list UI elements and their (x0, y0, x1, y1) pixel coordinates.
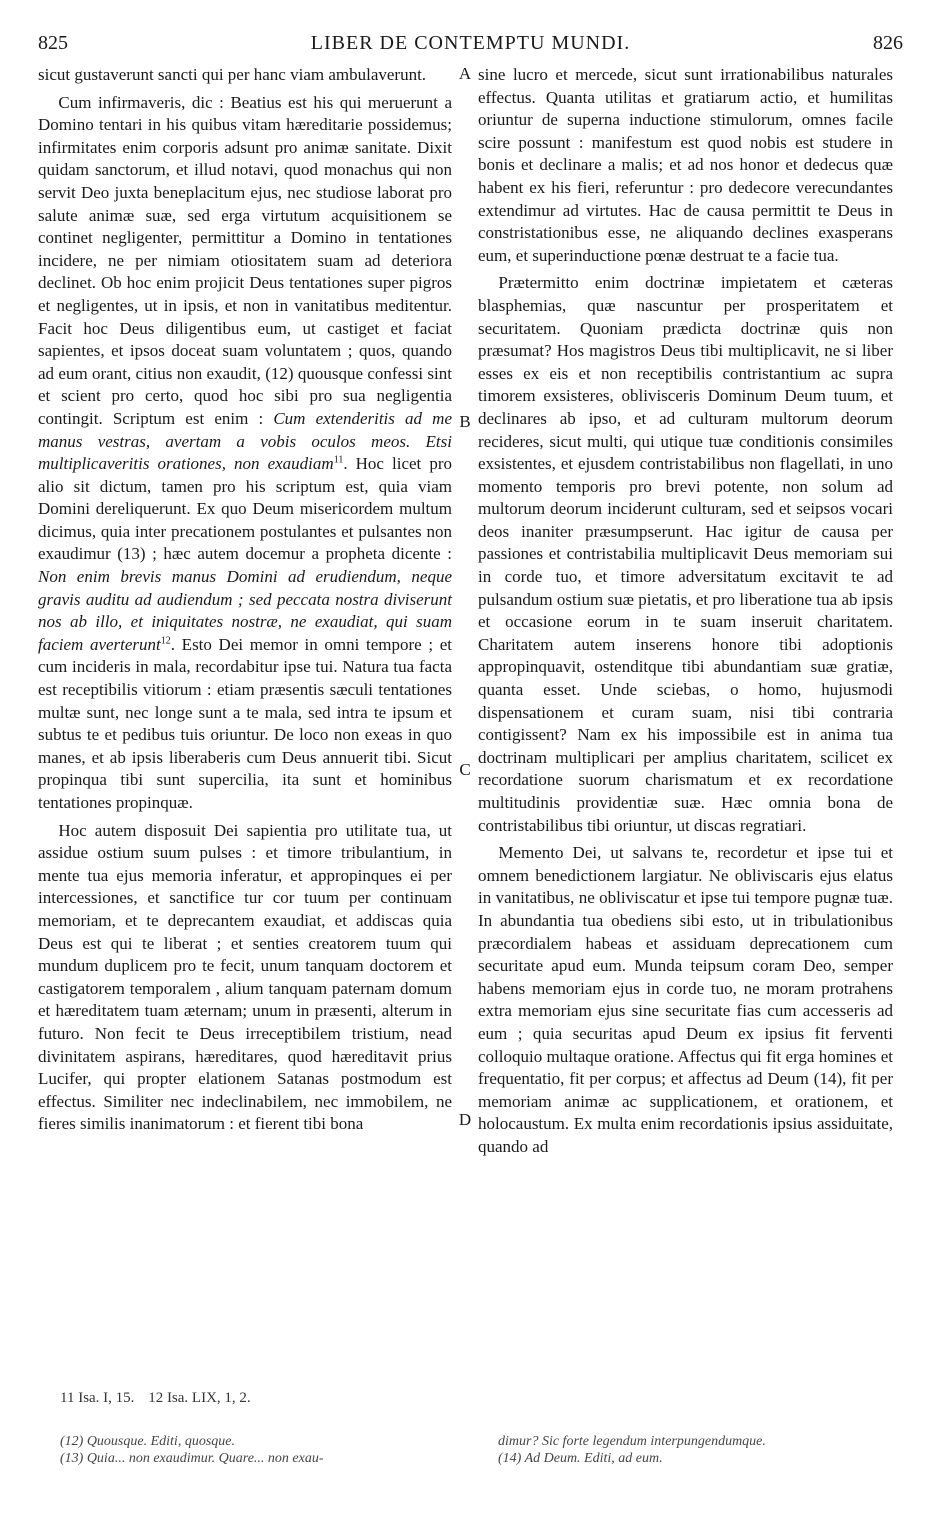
margin-marker-d: D (458, 1110, 472, 1129)
page-header (38, 32, 903, 58)
paragraph: Prætermitto enim doctrinæ impietatem et cæteras blasphemias, quæ nascuntur per prosperitatem et securitatem. Quoniam prædicta doctrinæ quis non præsumat? Hos magistros Deus tibi multiplicavit, ne si liber esses ex eis et non receptibilis contristantium ac supra timorem exsisteres, oblivisceris Dominum Deum tuum, et declinares ab ipso, et ad culturam multorum deorum recideres, sicut multi, qui utique tuæ conditionis consimiles exsistentes, et ejusdem contristabilibus non flagellati, in uno momento temporis pro brevi potente, non solum ad multorum deorum inciderunt culturam, sed et seipsos vocari deos inaniter præsumpserunt. Hac igitur de causa per passiones et contristabilia multiplicavit Deus memoriam sui in corde tuo, et timore adversitatum excitavit te ad pulsandum ostium suæ pietatis, et pro liberatione tua ab ipsis et occasione eorum in te suam inseruit charitatem. Charitatem autem inserens honore tibi adoptionis appropinquavit, ostenditque tibi abundantiam suæ gratiæ, quanta esset. Unde sciebas, o homo, hujusmodi dispensationem et curam suam, nisi tibi contraria contigissent? Nam ex his impossibile est in anima tua doctrinam multiplicari per amplius charitatem, scilicet ex recordatione suorum charismatum et ex recordatione multitudinis providentiæ suæ. Hæc omnia bona de contristabilibus tibi oriuntur, ut discas regratiari. (478, 273, 893, 835)
scripture-quote: Non enim brevis manus Domini ad erudiendum, neque gravis auditu ad audiendum ; sed peccata nostra diviserunt nos ab illo, et iniquitates nostræ, ne exaudiat, qui suam faciem averterunt (38, 567, 452, 654)
paragraph (38, 92, 452, 815)
editorial-note: (14) Ad Deum. Editi, ad eum. (498, 1451, 663, 1466)
editorial-notes-left (60, 1433, 460, 1467)
editorial-note: (13) Quia... non exaudimur. Quare... non exau- (60, 1451, 324, 1466)
left-column (38, 64, 452, 1136)
text-run: . Esto Dei memor in omni tempore ; et cum incideris in mala, recordabitur ipse tui. Natura tua facta est receptibilis vitiorum : etiam præsentis sæculi tentationes multæ sunt, nec longe sunt a te mala, sed intra te ipsum et subtus te et pedibus tuis oriuntur. De loco non exeas in quo manes, et ab ipsis liberaberis cum Deus annuerit tibi. Sicut propinqua tibi sunt supercilia, ita sunt et hominibus tentationes propinquæ. (38, 634, 452, 812)
margin-marker-a: A (458, 64, 472, 83)
footnote: 11 Isa. I, 15. (60, 1390, 135, 1406)
paragraph: sicut gustaverunt sancti qui per hanc viam ambulaverunt. (38, 65, 427, 84)
paragraph: Hoc autem disposuit Dei sapientia pro utilitate tua, ut assidue ostium suum pulses : et timore tribulantium, in mente tua ejus memoria inferatur, et appropinques ei per intercessiones, et sanctifice tur cor tuum per continuam memoriam, et te deprecantem exaudiat, et addiscas quia Deus est qui te liberat ; et senties creatorem tuum qui mundum duplicem pro te fecit, unum tanquam doctorem et castigatorem temporalem , alium tanquam paternam domum et hæreditatem tuam æternam; unum in præsenti, alterum in futuro. Non fecit te Deus irreceptibilem tristium, nead divinitatem aspirans, hæreditares, quod hæreditavit prius Lucifer, qui propter elationem Satanas postmodum est effectus. Similiter nec indeclinabilem, nec immobilem, ne fieres similis inanimatorum : et fierent tibi bona (38, 820, 452, 1134)
text-run: . Hoc licet pro alio sit dictum, tamen pro his scriptum est, quia viam Domini dereliquerunt. Ex quo Deum misericordem multum dicimus, quia inter precationem postulantes et pulsantes non exaudimur (13) ; hæc autem docemur a propheta dicente : (38, 454, 453, 564)
footnote-ref: 11 (333, 454, 344, 466)
paragraph: Memento Dei, ut salvans te, recordetur et ipse tui et omnem benedictionem largiatur. Ne obliviscaris ejus elatus in vanitatibus, ne obliviscatur et ipse tui tempore pugnæ tuæ. In abundantia tua obediens sibi esto, ut in tribulationibus præcordialem habeas et assiduam deprecationem cum securitate apud eum. Munda teipsum coram Deo, semper habens memoriam ejus in corde tuo, ne moram protrahens extra memoriam ejus sine securitate fias cum accesseris ad eum ; quia securitas apud Deum ex ipsius fit ferventi colloquio multaque oratione. Affectus qui fit erga homines et frequentatio, fit per corpus; et affectus ad Deum (14), fit per memoriam animæ ac supplicationem, et orationem, et holocaustum. Ex multa enim recordationis ipsius assiduitate, quando ad (478, 843, 893, 1156)
page-number-right: 826 (873, 32, 903, 54)
editorial-notes-right (498, 1433, 898, 1467)
scripture-quote: Cum extenderitis ad me manus vestras, avertam a vobis oculos meos. Etsi multiplicaveritis orationes, non exaudiam (38, 408, 452, 474)
editorial-note: (12) Quousque. Editi, quosque. (60, 1434, 235, 1449)
margin-marker-c: C (459, 760, 471, 779)
footnote: 12 Isa. LIX, 1, 2. (148, 1390, 251, 1406)
editorial-note: dimur? Sic forte legendum interpungendumque. (498, 1434, 766, 1449)
running-title: LIBER DE CONTEMPTU MUNDI. (310, 32, 631, 54)
right-column (478, 64, 893, 1159)
margin-marker-b: B (459, 412, 471, 431)
scripture-footnotes (60, 1390, 251, 1407)
page-number-left: 825 (38, 32, 68, 54)
footnote-ref: 12 (160, 635, 171, 647)
text-run: Cum infirmaveris, dic : Beatius est his qui meruerunt a Domino tentari in his quibus vitam hæreditarie possidemus; infirmitates enim corporis adsunt pro animæ sanitate. Dixit quidam sanctorum, et illud notavi, quod monachus qui non servit Deo juxta beneplacitum ejus, nec studiose laborat pro salute animæ suæ, sed erga virtutum acquisitionem se continet negligenter, permittitur a Domino in tentationes incidere, ne per nimiam otiositatem suam ad deteriora declinet. Ob hoc enim projicit Deus tentationes super pigros et negligentes, ut in ipsis, et non in vanitatibus meditentur. Facit hoc Deus diligentibus eum, ut castiget et faciat sapientes, et ipsos doceat suam voluntatem ; quos, quando ad eum orant, citius non exaudit, (12) quousque confessi sint et scient pro certo, quod hoc sibi pro sua negligentia contingit. Scriptum est enim : (38, 92, 452, 428)
paragraph: sine lucro et mercede, sicut sunt irrationabilibus naturales effectus. Quanta utilitas et gratiarum actio, et humilitas oriuntur de superna inductione stimulorum, omnes facile scire possunt : manifestum est quod nobis est studere in bonis et declinare a malis; et ad nos honor et dedecus quæ habent ex his fieri, referuntur : pro dedecore verecundantes extendimur ad virtutes. Hac de causa permittit te Deus in constristationibus esse, ne aliquando declines exasperans eum, et superinductione pœnæ destruat te a facie tua. (478, 65, 893, 265)
